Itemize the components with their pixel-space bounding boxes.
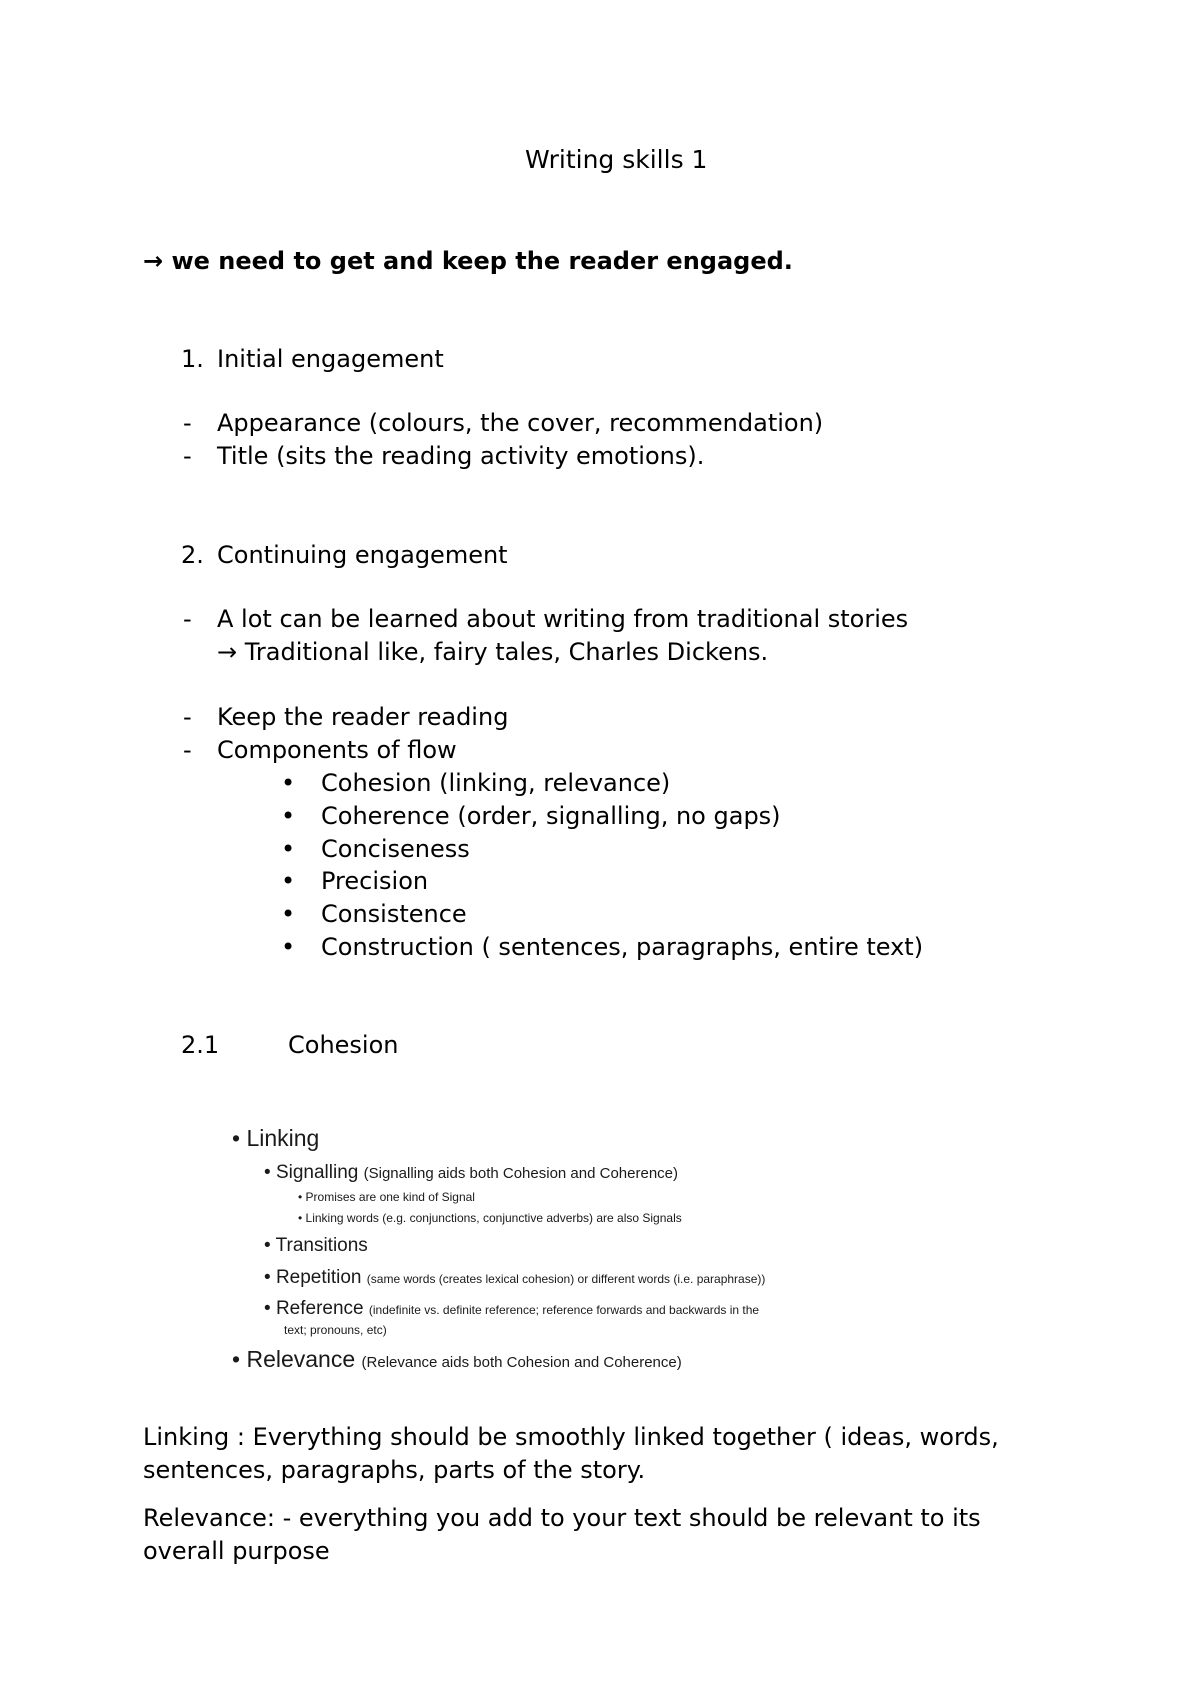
slide-signalling-label: Signalling xyxy=(275,1162,359,1183)
slide-transitions-label: Transitions xyxy=(275,1235,368,1256)
bullet-icon: • xyxy=(281,933,296,961)
subitem-text: Traditional like, fairy tales, Charles Dickens. xyxy=(244,638,769,666)
list-marker: - xyxy=(183,703,192,731)
list-item: Keep the reader reading xyxy=(217,703,509,731)
slide-repetition-label: Repetition xyxy=(275,1267,362,1288)
slide-linking-words-text: Linking words (e.g. conjunctions, conjunctive adverbs) are also Signals xyxy=(305,1211,682,1225)
list-marker: - xyxy=(183,736,192,764)
list-marker: - xyxy=(183,442,192,470)
section2-number: 2. xyxy=(181,541,204,569)
section1-heading: Initial engagement xyxy=(217,345,444,373)
bullet-icon: • xyxy=(232,1125,241,1151)
slide-reference-note: (indefinite vs. definite reference; reference forwards and backwards in the xyxy=(368,1303,760,1317)
list-item: Title (sits the reading activity emotions). xyxy=(217,442,705,470)
list-item: A lot can be learned about writing from traditional stories xyxy=(217,605,909,633)
list-item: Components of flow xyxy=(217,736,457,764)
slide-reference-note-cont: text; pronouns, etc) xyxy=(284,1323,387,1337)
section1-number: 1. xyxy=(181,345,204,373)
bullet-icon: • xyxy=(281,769,296,797)
bullet-item: Construction ( sentences, paragraphs, entire text) xyxy=(321,933,924,961)
bullet-item: Coherence (order, signalling, no gaps) xyxy=(321,802,781,830)
slide-item-signalling xyxy=(264,1162,678,1184)
slide-relevance-note: (Relevance aids both Cohesion and Coherence) xyxy=(361,1354,682,1371)
list-marker: - xyxy=(183,409,192,437)
relevance-paragraph-line1: Relevance: - everything you add to your text should be relevant to its xyxy=(143,1504,981,1532)
bullet-icon: • xyxy=(232,1346,241,1372)
bullet-icon: • xyxy=(281,900,296,928)
bullet-icon: • xyxy=(298,1190,303,1204)
slide-item-transitions xyxy=(264,1235,368,1257)
slide-item-relevance xyxy=(232,1346,682,1373)
bullet-icon: • xyxy=(281,802,296,830)
bullet-icon: • xyxy=(264,1162,271,1183)
embedded-slide-image xyxy=(220,1110,960,1380)
bullet-icon: • xyxy=(298,1211,303,1225)
section21-number: 2.1 xyxy=(181,1031,220,1059)
slide-subitem-linking-words xyxy=(298,1211,682,1225)
intro-line xyxy=(143,246,793,276)
slide-item-linking xyxy=(232,1125,319,1152)
slide-reference-label: Reference xyxy=(275,1298,364,1319)
bullet-icon: • xyxy=(281,835,296,863)
bullet-icon: • xyxy=(281,867,296,895)
linking-paragraph-line1: Linking : Everything should be smoothly linked together ( ideas, words, xyxy=(143,1423,999,1451)
arrow-icon: → xyxy=(143,247,164,275)
slide-signalling-note: (Signalling aids both Cohesion and Coherence) xyxy=(363,1165,678,1182)
bullet-item: Precision xyxy=(321,867,429,895)
slide-item-repetition xyxy=(264,1267,765,1289)
slide-linking-label: Linking xyxy=(246,1125,320,1151)
page-title: Writing skills 1 xyxy=(525,145,708,174)
slide-item-reference xyxy=(264,1298,759,1320)
bullet-icon: • xyxy=(264,1298,271,1319)
relevance-paragraph-line2: overall purpose xyxy=(143,1537,330,1565)
slide-relevance-label: Relevance xyxy=(246,1346,356,1372)
slide-subitem-promises xyxy=(298,1190,475,1204)
bullet-icon: • xyxy=(264,1267,271,1288)
bullet-item: Conciseness xyxy=(321,835,470,863)
bullet-item: Consistence xyxy=(321,900,467,928)
slide-promises-text: Promises are one kind of Signal xyxy=(305,1190,475,1204)
bullet-item: Cohesion (linking, relevance) xyxy=(321,769,671,797)
list-subitem xyxy=(217,637,768,667)
section21-heading: Cohesion xyxy=(288,1031,399,1059)
linking-paragraph-line2: sentences, paragraphs, parts of the story. xyxy=(143,1456,646,1484)
list-item: Appearance (colours, the cover, recommendation) xyxy=(217,409,824,437)
arrow-icon: → xyxy=(217,638,238,666)
list-marker: - xyxy=(183,605,192,633)
slide-repetition-note: (same words (creates lexical cohesion) or different words (i.e. paraphrase)) xyxy=(366,1272,766,1286)
intro-text: we need to get and keep the reader engaged. xyxy=(171,247,793,275)
section2-heading: Continuing engagement xyxy=(217,541,508,569)
bullet-icon: • xyxy=(264,1235,271,1256)
